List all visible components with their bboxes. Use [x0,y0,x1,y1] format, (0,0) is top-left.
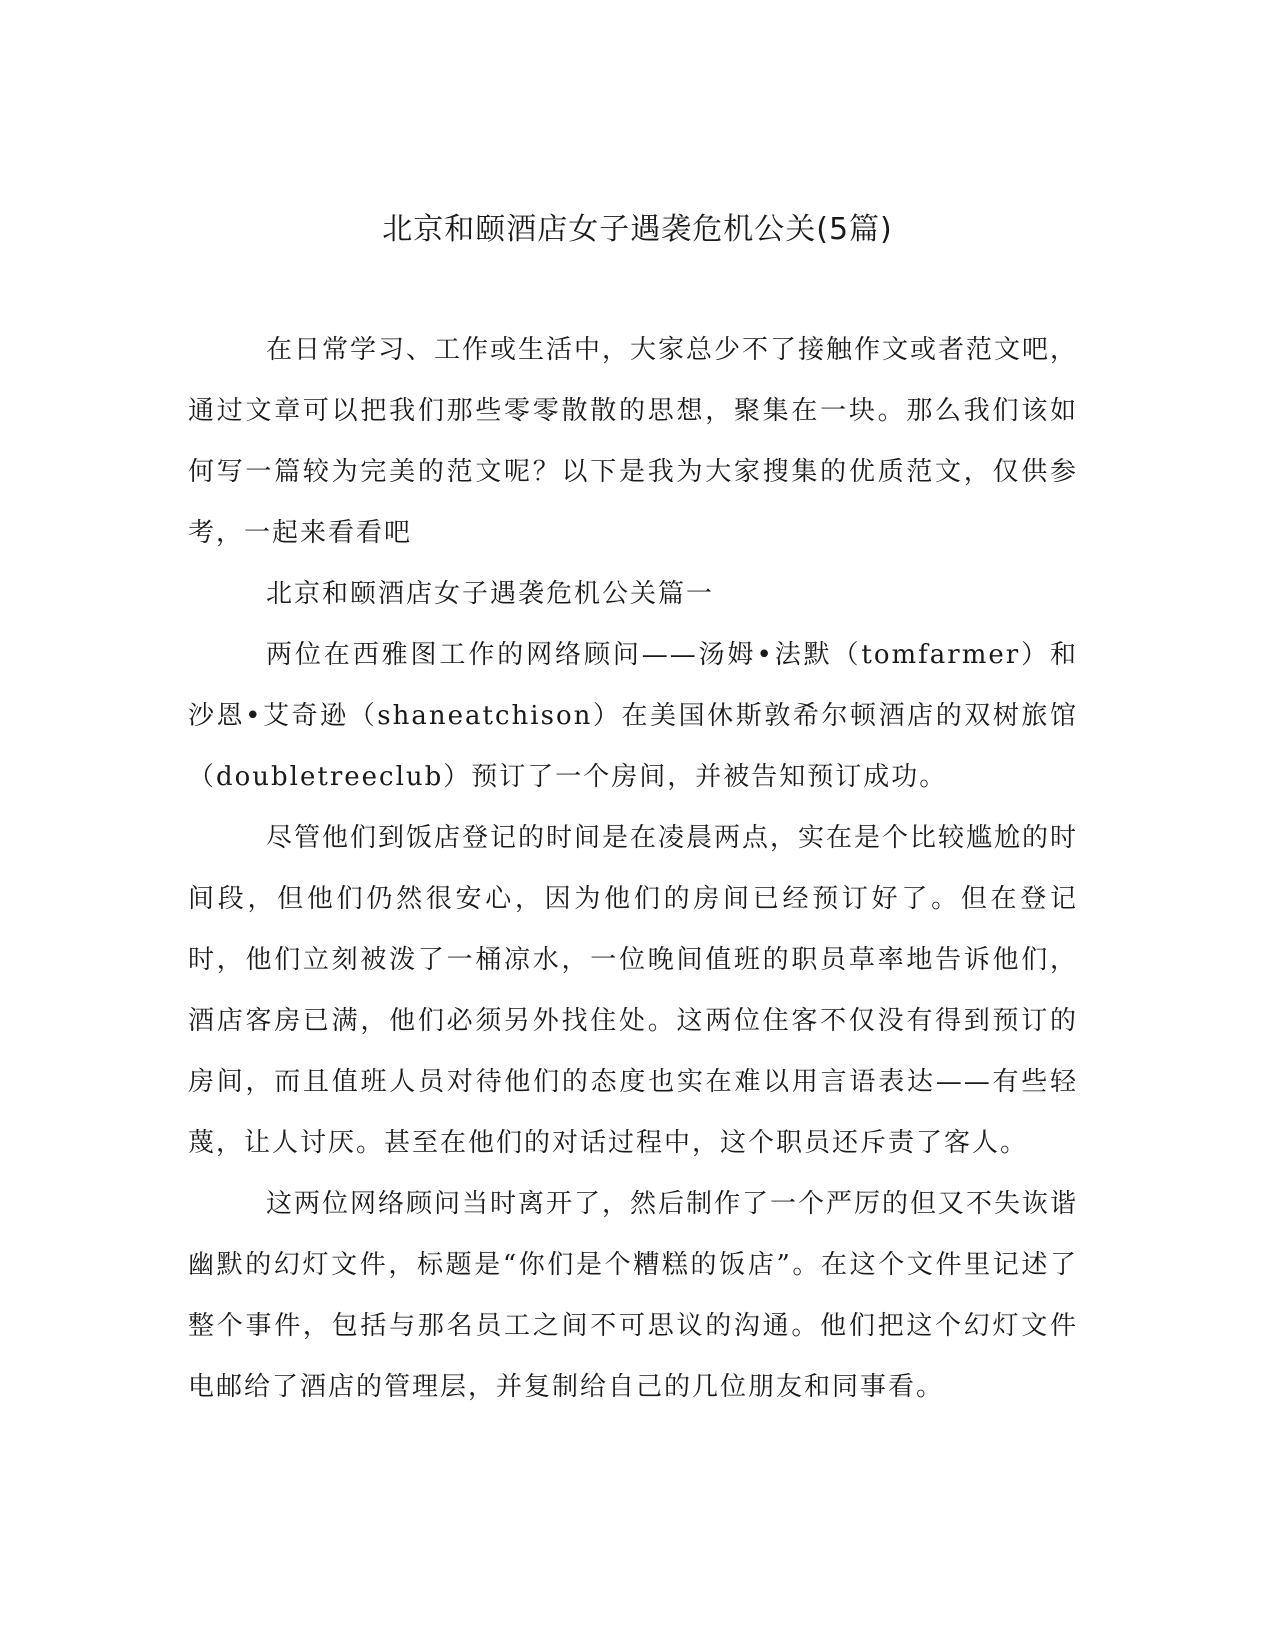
body-paragraph: 这两位网络顾问当时离开了，然后制作了一个严厉的但又不失诙谐幽默的幻灯文件，标题是“你们是个糟糕的饭店”。在这个文件里记述了整个事件，包括与那名员工之间不可思议的沟通。他们把这个幻灯文件电邮给了酒店的管理层，并复制给自己的几位朋友和同事看。 [188,1189,1079,1402]
intro-paragraph: 在日常学习、工作或生活中，大家总少不了接触作文或者范文吧，通过文章可以把我们那些零零散散的思想，聚集在一块。那么我们该如何写一篇较为完美的范文呢？以下是我为大家搜集的优质范文，仅供参考，一起来看看吧 [188,335,1079,548]
body-paragraph: 两位在西雅图工作的网络顾问——汤姆•法默（tomfarmer）和沙恩•艾奇逊（shaneatchison）在美国休斯敦希尔顿酒店的双树旅馆（doubletreeclub）预订了一个房间，并被告知预订成功。 [188,640,1078,792]
document-body [188,320,1078,1418]
body-paragraph: 尽管他们到饭店登记的时间是在凌晨两点，实在是个比较尴尬的时间段，但他们仍然很安心，因为他们的房间已经预订好了。但在登记时，他们立刻被泼了一桶凉水，一位晚间值班的职员草率地告诉他们，酒店客房已满，他们必须另外找住处。这两位住客不仅没有得到预订的房间，而且值班人员对待他们的态度也实在难以用言语表达——有些轻蔑，让人讨厌。甚至在他们的对话过程中，这个职员还斥责了客人。 [188,823,1079,1158]
document-title: 北京和颐酒店女子遇袭危机公关(5篇) [382,212,893,247]
section-heading: 北京和颐酒店女子遇袭危机公关篇一 [266,579,715,609]
